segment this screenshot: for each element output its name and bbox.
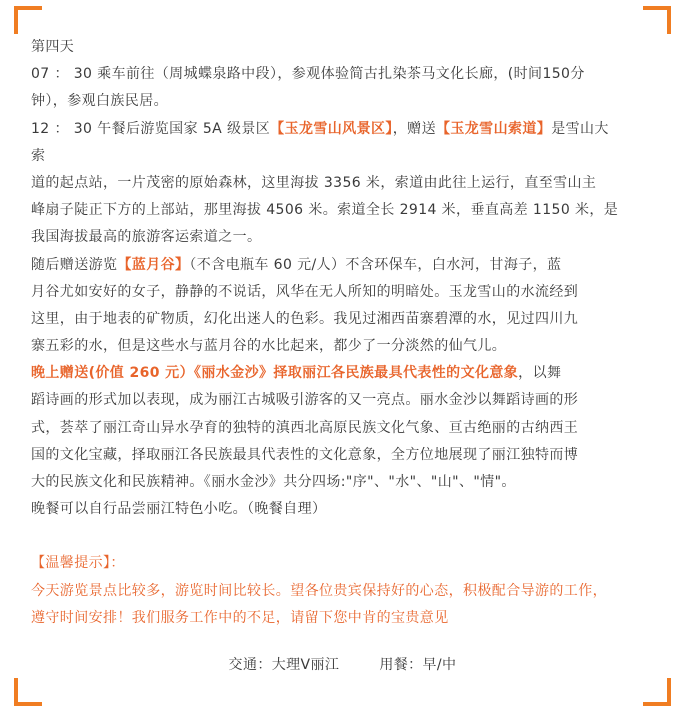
schedule-1230-text-c: 是雪山大: [551, 120, 609, 137]
blue-moon-valley-line-2: 月谷尤如安好的女子，静静的不说话，风华在无人所知的明暗处。玉龙雪山的水流经到: [31, 283, 579, 300]
schedule-1230-text-b: ，赠送: [392, 120, 436, 137]
corner-bracket-top-right: [643, 6, 671, 34]
schedule-1230-line-3: 道的起点站，一片茂密的原始森林，这里海拔 3356 米，索道由此往上运行，直至雪山主: [31, 174, 597, 191]
blue-moon-valley-line-4: 寨五彩的水，但是这些水与蓝月谷的水比起来，都少了一分淡然的仙气儿。: [31, 338, 507, 355]
schedule-1230-text-a: 12 ： 30 午餐后游览国家 5A 级景区: [31, 120, 271, 137]
dinner-note: 晚餐可以自行品尝丽江特色小吃。（晚餐自理）: [31, 501, 327, 518]
highlight-yulong-scenic-area: 【玉龙雪山风景区】: [270, 120, 393, 137]
evening-show-line-3: 式，荟萃了丽江奇山异水孕育的独特的滇西北高原民族文化气象、亘古绝丽的古纳西王: [31, 419, 579, 436]
evening-show-line-5: 大的民族文化和民族精神。《丽水金沙》共分四场:"序"、"水"、"山"、"情"。: [31, 474, 516, 490]
spacer: [31, 523, 661, 550]
schedule-0730-line-2: 钟），参观白族民居。: [31, 93, 168, 110]
evening-show-line-1: [31, 360, 661, 387]
meals-info: 用餐：早/中: [379, 657, 457, 673]
tips-line-1: 今天游览景点比较多，游览时间比较长。望各位贵宾保持好的心态，积极配合导游的工作，: [31, 582, 607, 599]
schedule-0730-line-1: 07 ： 30 乘车前往（周城蝶泉路中段），参观体验简古扎染茶马文化长廊，(时间150分: [31, 66, 585, 83]
day-title: 第四天: [31, 39, 75, 55]
schedule-1230-line-4: 峰扇子陡正下方的上部站，那里海拔 4506 米。索道全长 2914 米，垂直高差 1150 米，是: [31, 202, 619, 219]
corner-bracket-bottom-left: [14, 678, 42, 706]
blue-moon-valley-line-3: 这里，由于地表的矿物质，幻化出迷人的色彩。我见过湘西苗寨碧潭的水，见过四川九: [31, 310, 579, 327]
highlight-yulong-cableway: 【玉龙雪山索道】: [435, 120, 552, 137]
highlight-blue-moon-valley: 【蓝月谷】: [117, 256, 190, 273]
highlight-evening-show: 晚上赠送(价值 260 元）《丽水金沙》择取丽江各民族最具代表性的文化意象: [31, 365, 519, 382]
evening-show-line-2: 蹈诗画的形式加以表现，成为丽江古城吸引游客的又一亮点。丽水金沙以舞蹈诗画的形: [31, 392, 579, 409]
corner-bracket-top-left: [14, 6, 42, 34]
footer-info: [0, 654, 685, 674]
blue-moon-text-a: 随后赠送游览: [31, 256, 118, 273]
blue-moon-text-b: （不含电瓶车 60 元/人）不含环保车，白水河，甘海子，蓝: [189, 256, 562, 273]
tips-title: 【温馨提示】：: [31, 555, 125, 572]
itinerary-content: [31, 34, 661, 632]
corner-bracket-bottom-right: [643, 678, 671, 706]
evening-show-line-4: 国的文化宝藏，择取丽江各民族最具代表性的文化意象，全方位地展现了丽江独特而博: [31, 446, 579, 463]
blue-moon-valley-line-1: [31, 252, 661, 279]
schedule-1230-line-2: 索: [31, 147, 46, 164]
tips-line-2: 遵守时间安排！我们服务工作中的不足，请留下您中肯的宝贵意见: [31, 609, 449, 626]
transport-info: 交通：大理V丽江: [228, 657, 340, 673]
evening-show-text-b: ，以舞: [518, 365, 562, 382]
schedule-1230-line-1: [31, 116, 661, 143]
schedule-1230-line-5: 我国海拔最高的旅游客运索道之一。: [31, 229, 262, 246]
